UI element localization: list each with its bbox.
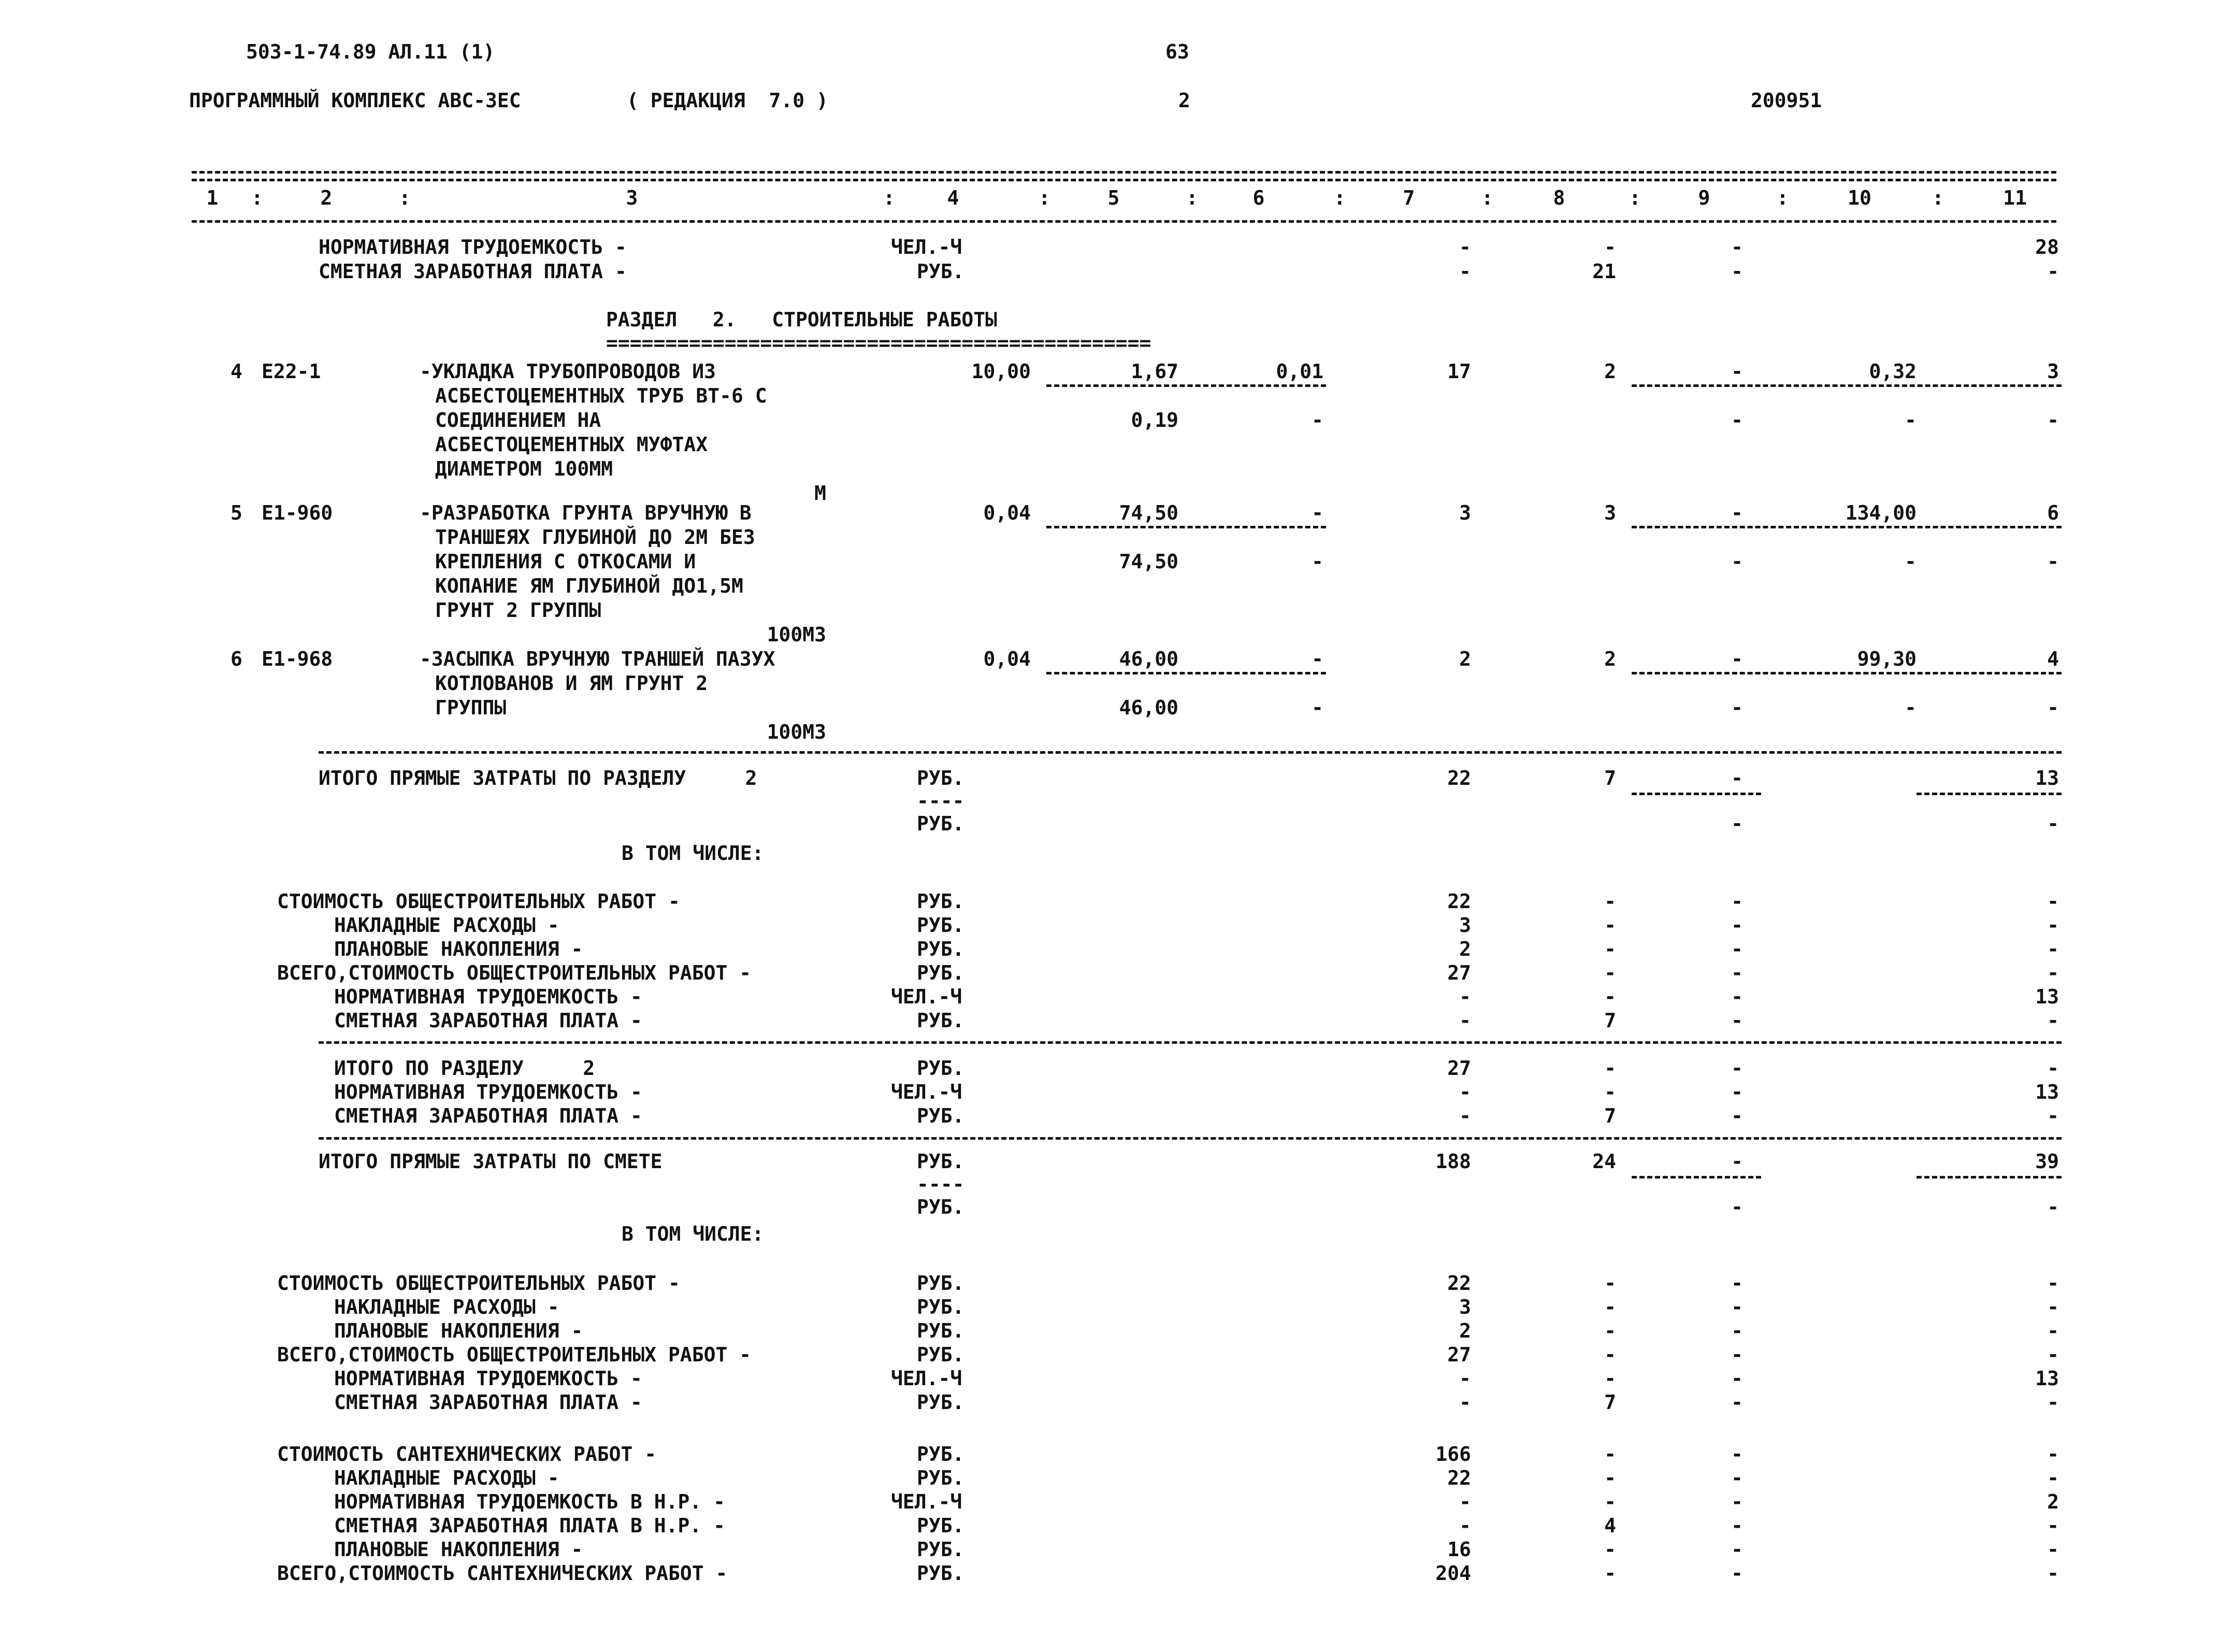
summary-c11: - [2047, 1562, 2059, 1585]
column-number-10: 10 [1848, 186, 1871, 209]
item-c5-sub: 74,50 [1119, 550, 1178, 573]
item-description: -ЗАСЫПКА ВРУЧНУЮ ТРАНШЕЙ ПАЗУХ [420, 648, 775, 670]
labor-c9: - [1731, 236, 1743, 258]
estimate-total-label: ИТОГО ПРЯМЫЕ ЗАТРАТЫ ПО СМЕТЕ [319, 1150, 662, 1173]
summary-unit: ЧЕЛ.-Ч [891, 1081, 962, 1103]
summary-c9: - [1731, 1467, 1743, 1489]
item-c10: 0,32 [1869, 360, 1917, 383]
summary-c8: - [1604, 961, 1616, 984]
summary-unit: РУБ. [917, 1562, 964, 1585]
summary-c9: - [1731, 1443, 1743, 1466]
summary-unit: РУБ. [917, 1319, 964, 1342]
summary-label: НАКЛАДНЫЕ РАСХОДЫ - [334, 914, 559, 937]
item-description: АСБЕСТОЦЕМЕНТНЫХ МУФТАХ [435, 433, 708, 456]
estimate-total-c11-sub: - [2047, 1196, 2059, 1218]
summary-c8: 7 [1604, 1391, 1616, 1414]
summary-c11: 13 [2035, 1367, 2059, 1390]
summary-label: ПЛАНОВЫЕ НАКОПЛЕНИЯ - [334, 938, 583, 960]
item-description: -УКЛАДКА ТРУБОПРОВОДОВ ИЗ [420, 360, 716, 383]
summary-label: СТОИМОСТЬ ОБЩЕСТРОИТЕЛЬНЫХ РАБОТ - [277, 1272, 680, 1295]
summary-c7: - [1459, 985, 1471, 1008]
summary-unit: РУБ. [917, 1467, 964, 1489]
item-c8: 2 [1604, 648, 1616, 670]
summary-c8: - [1604, 1319, 1616, 1342]
section-total-subrule-11 [1917, 793, 2062, 795]
summary-c8: - [1604, 1296, 1616, 1318]
summary-unit: ЧЕЛ.-Ч [891, 985, 962, 1008]
summary-c11: - [2047, 1467, 2059, 1489]
summary-c11: - [2047, 938, 2059, 960]
summary-label: НОРМАТИВНАЯ ТРУДОЕМКОСТЬ - [334, 1367, 642, 1390]
summary-c7: - [1459, 1514, 1471, 1537]
summary-c7: - [1459, 1391, 1471, 1414]
summary-c9: - [1731, 890, 1743, 913]
summary-c11: 13 [2035, 985, 2059, 1008]
header-rule-bottom [192, 220, 2056, 223]
summary-c8: - [1604, 1490, 1616, 1513]
item-description: ГРУНТ 2 ГРУППЫ [435, 599, 601, 622]
summary-c7: 22 [1447, 1272, 1471, 1295]
item-c10-sub: - [1905, 696, 1917, 719]
estimate-total-dash: ---- [917, 1173, 964, 1196]
wage-unit: РУБ. [917, 260, 964, 283]
summary-c8: - [1604, 1467, 1616, 1489]
summary-label: СТОИМОСТЬ САНТЕХНИЧЕСКИХ РАБОТ - [277, 1443, 657, 1466]
summary-c7: 22 [1447, 1467, 1471, 1489]
summary-label: НАКЛАДНЫЕ РАСХОДЫ - [334, 1467, 559, 1489]
header-rule-top2 [192, 179, 2056, 181]
item-description: КОПАНИЕ ЯМ ГЛУБИНОЙ ДО1,5М [435, 574, 743, 597]
summary-c9: - [1731, 1490, 1743, 1513]
item-c10: 134,00 [1845, 501, 1917, 524]
column-number-11: 11 [2003, 186, 2027, 209]
item-c6: - [1312, 648, 1323, 670]
summary-c9: - [1731, 1367, 1743, 1390]
summary-c11: - [2047, 961, 2059, 984]
summary-c11: - [2047, 1514, 2059, 1537]
item-c6-sub: - [1312, 696, 1323, 719]
estimate-total-c11: 39 [2035, 1150, 2059, 1173]
summary-c7: - [1459, 1367, 1471, 1390]
section-underline: ============================================== [606, 332, 1151, 354]
summary-c9: - [1731, 1272, 1743, 1295]
summary-c9: - [1731, 1343, 1743, 1366]
item-c8: 3 [1604, 501, 1616, 524]
sheet-number: 2 [1178, 89, 1190, 112]
summary-unit: РУБ. [917, 1272, 964, 1295]
summary-unit: РУБ. [917, 890, 964, 913]
summary-c11: - [2047, 1343, 2059, 1366]
summary-c7: 166 [1435, 1443, 1471, 1466]
wage-c11: - [2047, 260, 2059, 283]
section-total-c7: 22 [1447, 767, 1471, 789]
column-separator: : [1777, 186, 1789, 209]
column-number-9: 9 [1698, 186, 1710, 209]
estimate-total-subrule-11 [1917, 1176, 2062, 1179]
wage-c7: - [1459, 260, 1471, 283]
summary-label: НОРМАТИВНАЯ ТРУДОЕМКОСТЬ В Н.Р. - [334, 1490, 725, 1513]
summary-c9: - [1731, 1319, 1743, 1342]
item-code: Е22-1 [262, 360, 321, 383]
summary-c7: 16 [1447, 1538, 1471, 1561]
summary-c9: - [1731, 1296, 1743, 1318]
summary-c11: - [2047, 890, 2059, 913]
summary-unit: РУБ. [917, 1057, 964, 1080]
summary-c8: - [1604, 1443, 1616, 1466]
summary-c9: - [1731, 1009, 1743, 1032]
summary-unit: ЧЕЛ.-Ч [891, 1367, 962, 1390]
column-separator: : [1334, 186, 1346, 209]
summary-unit: РУБ. [917, 1391, 964, 1414]
summary-c11: - [2047, 1272, 2059, 1295]
estimate-total-rule [319, 1137, 2062, 1140]
section-total-c8: 7 [1604, 767, 1616, 789]
item-qty: 0,04 [983, 648, 1031, 670]
summary-label: НОРМАТИВНАЯ ТРУДОЕМКОСТЬ - [334, 985, 642, 1008]
labor-c11: 28 [2035, 236, 2059, 258]
summary-label: СМЕТНАЯ ЗАРАБОТНАЯ ПЛАТА В Н.Р. - [334, 1514, 725, 1537]
estimate-total-c7: 188 [1435, 1150, 1471, 1173]
item-unit: М [814, 482, 826, 505]
summary-unit: ЧЕЛ.-Ч [891, 1490, 962, 1513]
summary-c8: - [1604, 985, 1616, 1008]
doc-code: 503-1-74.89 АЛ.11 (1) [246, 40, 495, 63]
summary-c8: - [1604, 914, 1616, 937]
item-c10: 99,30 [1857, 648, 1917, 670]
summary-c8: 7 [1604, 1009, 1616, 1032]
estimate-incl-label: В ТОМ ЧИСЛЕ: [622, 1223, 764, 1245]
summary-c7: 27 [1447, 1343, 1471, 1366]
summary-c9: - [1731, 1391, 1743, 1414]
summary-c7: 27 [1447, 961, 1471, 984]
column-number-5: 5 [1107, 186, 1120, 209]
item-c11-sub: - [2047, 550, 2059, 573]
item-c5-sub: 0,19 [1131, 409, 1178, 432]
column-number-7: 7 [1403, 186, 1415, 209]
item-c11-sub: - [2047, 409, 2059, 432]
item-c7: 17 [1447, 360, 1471, 383]
summary-c11: - [2047, 914, 2059, 937]
section-total-rule [319, 751, 2062, 754]
estimate-total-unit2: РУБ. [917, 1196, 964, 1218]
item-c5: 74,50 [1119, 501, 1178, 524]
summary-unit: РУБ. [917, 1514, 964, 1537]
summary-c7: 3 [1459, 914, 1471, 937]
item-description: КРЕПЛЕНИЯ С ОТКОСАМИ И [435, 550, 696, 573]
column-number-1: 1 [206, 186, 219, 209]
item-description: АСБЕСТОЦЕМЕНТНЫХ ТРУБ ВТ-6 С [435, 384, 767, 407]
summary-c7: 22 [1447, 890, 1471, 913]
summary-c8: - [1604, 1057, 1616, 1080]
item-subrule-5-6 [1046, 384, 1326, 387]
item-qty: 0,04 [983, 501, 1031, 524]
column-number-6: 6 [1252, 186, 1265, 209]
summary-c9: - [1731, 1514, 1743, 1537]
summary-c7: - [1459, 1490, 1471, 1513]
summary-unit: РУБ. [917, 914, 964, 937]
section-incl-label: В ТОМ ЧИСЛЕ: [622, 842, 764, 865]
column-separator: : [1932, 186, 1944, 209]
item-c6: 0,01 [1276, 360, 1323, 383]
item-c5: 1,67 [1131, 360, 1178, 383]
summary-c8: - [1604, 938, 1616, 960]
item-c6: - [1312, 501, 1323, 524]
summary-c11: 2 [2047, 1490, 2059, 1513]
item-c7: 2 [1459, 648, 1471, 670]
summary-label: ВСЕГО,СТОИМОСТЬ ОБЩЕСТРОИТЕЛЬНЫХ РАБОТ - [277, 1343, 752, 1366]
item-subrule-5-6 [1046, 526, 1326, 528]
summary-c8: - [1604, 890, 1616, 913]
item-c9: - [1731, 360, 1743, 383]
summary-c7: 2 [1459, 938, 1471, 960]
program-edition: ( РЕДАКЦИЯ 7.0 ) [627, 89, 828, 112]
section-title: РАЗДЕЛ 2. СТРОИТЕЛЬНЫЕ РАБОТЫ [606, 308, 997, 331]
item-c6-sub: - [1312, 550, 1323, 573]
labor-unit: ЧЕЛ.-Ч [891, 236, 962, 258]
summary-c9: - [1731, 961, 1743, 984]
labor-c8: - [1604, 236, 1616, 258]
section-total-unit2: РУБ. [917, 812, 964, 835]
item-c11: 6 [2047, 501, 2059, 524]
summary-c8: - [1604, 1538, 1616, 1561]
column-separator: : [1186, 186, 1198, 209]
summary-c9: - [1731, 1562, 1743, 1585]
summary-c9: - [1731, 1081, 1743, 1103]
column-separator: : [399, 186, 411, 209]
item-c9: - [1731, 501, 1743, 524]
item-c11: 3 [2047, 360, 2059, 383]
column-number-3: 3 [626, 186, 638, 209]
column-separator: : [1629, 186, 1641, 209]
summary-c9: - [1731, 1057, 1743, 1080]
item-c10-sub: - [1905, 550, 1917, 573]
item-c9-sub: - [1731, 409, 1743, 432]
summary-c9: - [1731, 1104, 1743, 1127]
section-total-subrule-9 [1632, 793, 1761, 795]
summary-label: ПЛАНОВЫЕ НАКОПЛЕНИЯ - [334, 1538, 583, 1561]
item-c7: 3 [1459, 501, 1471, 524]
item-subrule-9-11 [1632, 384, 2062, 387]
summary-c8: - [1604, 1343, 1616, 1366]
summary-label: ПЛАНОВЫЕ НАКОПЛЕНИЯ - [334, 1319, 583, 1342]
item-c11: 4 [2047, 648, 2059, 670]
item-c9-sub: - [1731, 696, 1743, 719]
column-number-4: 4 [947, 186, 959, 209]
section-total-label: ИТОГО ПРЯМЫЕ ЗАТРАТЫ ПО РАЗДЕЛУ 2 [319, 767, 757, 789]
section-total-c9-sub: - [1731, 812, 1743, 835]
section-total-unit: РУБ. [917, 767, 964, 789]
item-code: Е1-968 [262, 648, 333, 670]
item-c11-sub: - [2047, 696, 2059, 719]
item-code: Е1-960 [262, 501, 333, 524]
section-total-c11-sub: - [2047, 812, 2059, 835]
summary-unit: РУБ. [917, 1538, 964, 1561]
summary-c11: - [2047, 1319, 2059, 1342]
section-total-c9: - [1731, 767, 1743, 789]
summary-c8: 7 [1604, 1104, 1616, 1127]
section-total-dash: ---- [917, 789, 964, 812]
item-unit: 100М3 [767, 721, 826, 743]
summary-unit: РУБ. [917, 961, 964, 984]
item-c9: - [1731, 648, 1743, 670]
item-qty: 10,00 [971, 360, 1031, 383]
summary-c7: 2 [1459, 1319, 1471, 1342]
item-c5: 46,00 [1119, 648, 1178, 670]
header-rule-top [192, 171, 2056, 174]
summary-c8: 4 [1604, 1514, 1616, 1537]
wage-c9: - [1731, 260, 1743, 283]
summary-c11: - [2047, 1391, 2059, 1414]
item-description: ГРУППЫ [435, 696, 507, 719]
summary-c8: - [1604, 1562, 1616, 1585]
summary-c11: - [2047, 1009, 2059, 1032]
summary-label: ВСЕГО,СТОИМОСТЬ ОБЩЕСТРОИТЕЛЬНЫХ РАБОТ - [277, 961, 752, 984]
summary-c11: - [2047, 1538, 2059, 1561]
summary-unit: РУБ. [917, 1443, 964, 1466]
item-unit: 100М3 [767, 623, 826, 646]
item-subrule-9-11 [1632, 526, 2062, 528]
wage-label: СМЕТНАЯ ЗАРАБОТНАЯ ПЛАТА - [319, 260, 627, 283]
summary-unit: РУБ. [917, 938, 964, 960]
page-number: 63 [1165, 40, 1189, 63]
summary-label: СТОИМОСТЬ ОБЩЕСТРОИТЕЛЬНЫХ РАБОТ - [277, 890, 680, 913]
summary-c9: - [1731, 1538, 1743, 1561]
summary-c9: - [1731, 985, 1743, 1008]
summary-unit: РУБ. [917, 1296, 964, 1318]
item-description: СОЕДИНЕНИЕМ НА [435, 409, 601, 432]
item-c10-sub: - [1905, 409, 1917, 432]
estimate-total-c8: 24 [1592, 1150, 1616, 1173]
item-number: 4 [230, 360, 242, 383]
summary-label: НАКЛАДНЫЕ РАСХОДЫ - [334, 1296, 559, 1318]
summary-unit: РУБ. [917, 1009, 964, 1032]
column-separator: : [251, 186, 263, 209]
column-separator: : [1039, 186, 1050, 209]
summary-c8: - [1604, 1367, 1616, 1390]
summary-label: ИТОГО ПО РАЗДЕЛУ 2 [334, 1057, 595, 1080]
item-c8: 2 [1604, 360, 1616, 383]
program-name: ПРОГРАММНЫЙ КОМПЛЕКС АВС-ЗЕС [189, 89, 521, 112]
item-description: ДИАМЕТРОМ 100ММ [435, 457, 613, 480]
labor-c7: - [1459, 236, 1471, 258]
item-description: КОТЛОВАНОВ И ЯМ ГРУНТ 2 [435, 672, 708, 695]
summary-c11: - [2047, 1057, 2059, 1080]
item-subrule-5-6 [1046, 672, 1326, 674]
summary-c9: - [1731, 914, 1743, 937]
summary-c7: - [1459, 1081, 1471, 1103]
column-number-8: 8 [1553, 186, 1565, 209]
document-code: 200951 [1751, 89, 1822, 112]
summary-c11: - [2047, 1296, 2059, 1318]
item-c9-sub: - [1731, 550, 1743, 573]
column-separator: : [1481, 186, 1493, 209]
item-c6-sub: - [1312, 409, 1323, 432]
estimate-total-subrule-9 [1632, 1176, 1761, 1179]
summary-c7: 3 [1459, 1296, 1471, 1318]
summary-label: СМЕТНАЯ ЗАРАБОТНАЯ ПЛАТА - [334, 1104, 642, 1127]
estimate-total-c9: - [1731, 1150, 1743, 1173]
section-itog-rule [319, 1041, 2062, 1044]
summary-c7: 27 [1447, 1057, 1471, 1080]
summary-label: ВСЕГО,СТОИМОСТЬ САНТЕХНИЧЕСКИХ РАБОТ - [277, 1562, 728, 1585]
item-description: -РАЗРАБОТКА ГРУНТА ВРУЧНУЮ В [420, 501, 752, 524]
summary-c9: - [1731, 938, 1743, 960]
summary-c8: - [1604, 1272, 1616, 1295]
summary-c11: 13 [2035, 1081, 2059, 1103]
summary-c11: - [2047, 1443, 2059, 1466]
summary-c7: - [1459, 1104, 1471, 1127]
column-separator: : [883, 186, 895, 209]
item-number: 6 [230, 648, 242, 670]
item-c5-sub: 46,00 [1119, 696, 1178, 719]
summary-unit: РУБ. [917, 1343, 964, 1366]
section-total-c11: 13 [2035, 767, 2059, 789]
summary-c7: 204 [1435, 1562, 1471, 1585]
labor-label: НОРМАТИВНАЯ ТРУДОЕМКОСТЬ - [319, 236, 627, 258]
summary-c11: - [2047, 1104, 2059, 1127]
summary-label: СМЕТНАЯ ЗАРАБОТНАЯ ПЛАТА - [334, 1009, 642, 1032]
item-number: 5 [230, 501, 242, 524]
summary-c8: - [1604, 1081, 1616, 1103]
item-description: ТРАНШЕЯХ ГЛУБИНОЙ ДО 2М БЕЗ [435, 526, 755, 549]
wage-c8: 21 [1592, 260, 1616, 283]
item-subrule-9-11 [1632, 672, 2062, 674]
summary-label: СМЕТНАЯ ЗАРАБОТНАЯ ПЛАТА - [334, 1391, 642, 1414]
summary-label: НОРМАТИВНАЯ ТРУДОЕМКОСТЬ - [334, 1081, 642, 1103]
column-number-2: 2 [320, 186, 333, 209]
estimate-total-unit: РУБ. [917, 1150, 964, 1173]
estimate-total-c9-sub: - [1731, 1196, 1743, 1218]
summary-c7: - [1459, 1009, 1471, 1032]
summary-unit: РУБ. [917, 1104, 964, 1127]
